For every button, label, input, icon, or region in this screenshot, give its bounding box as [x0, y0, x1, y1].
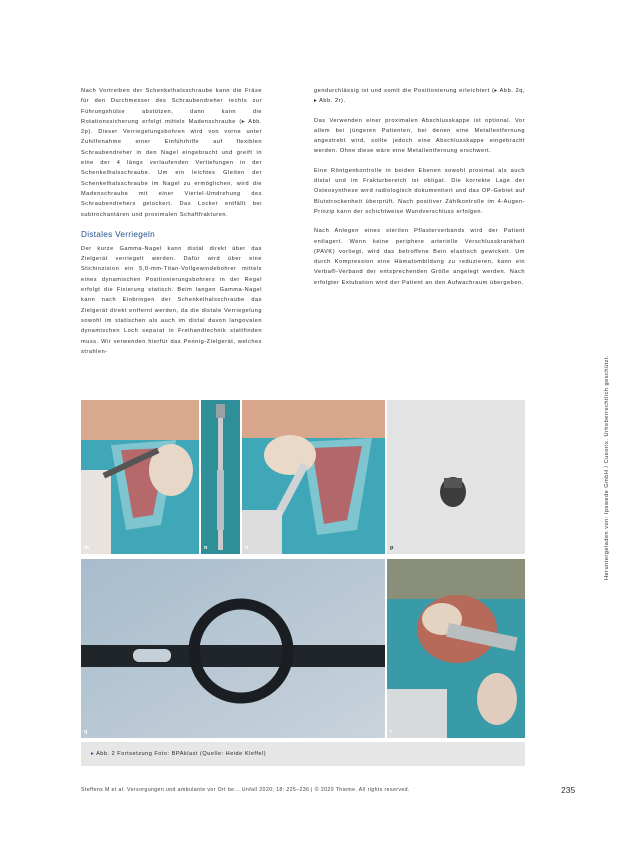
figure-photo-n: [201, 400, 240, 554]
download-notice: Heruntergeladen von: Ipswede GmbH / Cueorix. Urheberrechtlich geschützt.: [604, 354, 610, 580]
paragraph: Der kurze Gamma-Nagel kann distal direkt über das Zielgerät verriegelt werden. Dafür wird über eine Stichinzision ein 5,0-mm-Titan-Vollgewindebohrer mittels eines dynamischen Positionierungsbohrers in der Regel erfolgt die Fixierung statisch. Beim langen Gamma-Nagel kann nach Einbringen der Schenkelhalsschraube das Zielgerät direkt entfernt werden, da die distale Verriegelung sowohl im statischen als auch im distal davon langovalen dynamischen Loch separat in Freihandtechnik stattfinden muss. Wir verwenden hierfür das Pennig-Zielgerät, welches strahlen-: [81, 245, 262, 355]
figure-photo-p: [387, 400, 525, 554]
photo-label: q: [84, 729, 88, 735]
caption-text: Abb. 2 Fortsetzung Foto: BPAklast (Quelle: Heide Kleffel): [96, 751, 267, 757]
left-text-column: [81, 86, 262, 366]
page-number: 235: [561, 785, 576, 795]
paragraph: Eine Röntgenkontrolle in beiden Ebenen sowohl proximal als auch distal und im Frakturbereich ist obligat. Die korrekte Lage der Osteosynthese wird radiologisch dokumentiert und das OP-Gebiet auf Blutstrockenheit überprüft. Nach positiver Zählkontrolle im 4-Augen-Prinzip kann der schichtweise Wundverschluss erfolgen.: [314, 167, 525, 215]
caption-arrow-icon: ▸: [91, 751, 95, 757]
paragraph: gendurchlässig ist und somit die Positionierung erleichtert (▸ Abb. 2q, ▸ Abb. 2r).: [314, 88, 525, 105]
photo-label: n: [204, 545, 208, 551]
photo-label: r: [390, 729, 393, 735]
photo-label: o: [245, 545, 249, 551]
photo-label: m: [84, 545, 89, 551]
right-text-column: [314, 86, 525, 297]
figure-caption: [81, 742, 525, 766]
paragraph: Nach Anlegen eines sterilen Pflasterverbands wird der Patient entlagert. Wenn keine periphere arterielle Verschlusskrankheit (PAVK) vorliegt, wird das betroffene Bein elastisch gewickelt. Um durch Kompression eine Hämatombildung zu reduzieren, kann ein Verba®-Verband der entsprechenden Größe angelegt werden. Nach erfolgter Extubation wird der Patient an den Aufwachraum übergeben.: [314, 228, 525, 286]
section-heading: Distales Verriegeln: [81, 229, 155, 239]
figure-photo-o: [242, 400, 385, 554]
page-footer: Steffens M et al. Versorgungen und ambulante vor Ort be... Unfall 2020; 18: 225–236 | © 2020 Thieme. All rights reserved.: [81, 787, 410, 793]
figure-photo-q: [81, 559, 385, 738]
figure-photo-m: [81, 400, 199, 554]
paragraph: Nach Vortreiben der Schenkelhalsschraube kann die Fräse für den Durchmesser des Schraubendreher rechts zur Führungshülse abstützen, dann kann die Rotationssicherung erfolgt mittels Madenschraube (▸ Abb. 2p). Dieser Verriegelungsbohren wird von vorne unter Zuhilfenahme einer Einführhilfe auf flexiblen Schraubendreher in den Nagel eingebracht und greift in eine der 4 längs verlaufenden Vertiefungen in der Schenkelhalsschraube. Um ein leichtes Gleiten der Schenkelhalsschraube im Nagel zu ermöglichen, wird die Madenschraube mit einer Viertel-Umdrehung des Schraubendrehers gelockert. Das Locker entfällt bei subtrochantären und proximalen Schaftfrakturen.: [81, 88, 262, 218]
paragraph: Das Verwenden einer proximalen Abschlusskappe ist optional. Vor allem bei jüngeren Patienten, bei denen eine Metallentfernung angestrebt wird, sollte jedoch eine Abschlusskappe eingebracht werden. Ohne diese wäre eine Metallentfernung erschwert.: [314, 117, 525, 155]
figure-photo-r: [387, 559, 525, 738]
photo-label: p: [390, 545, 394, 551]
